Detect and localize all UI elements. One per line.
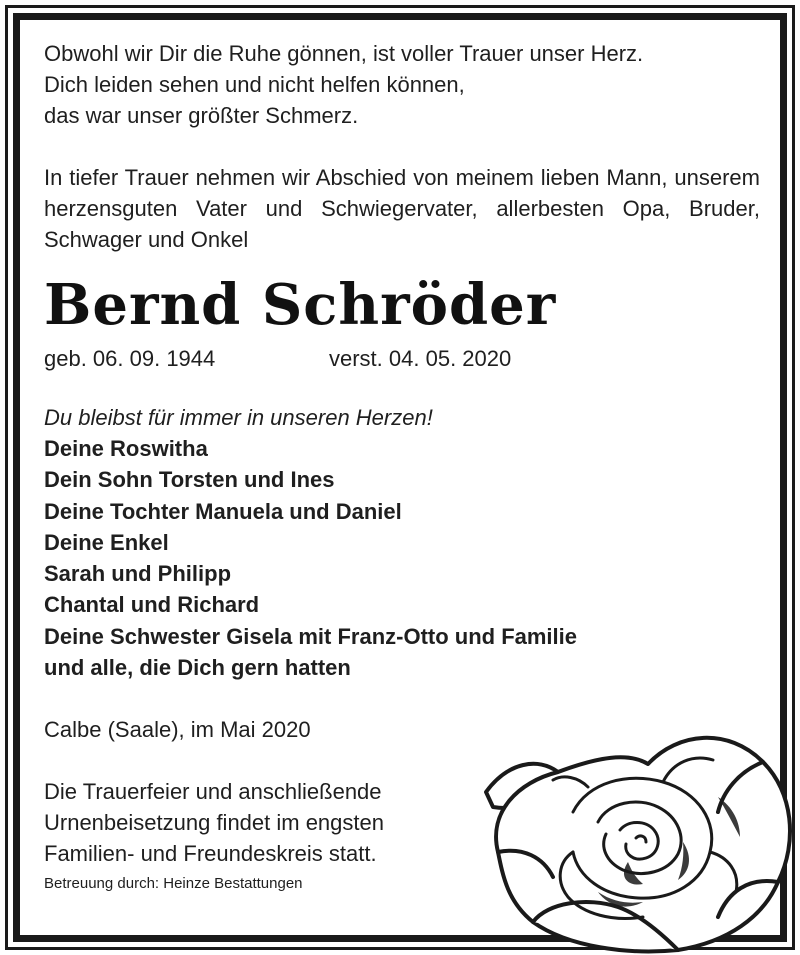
motto: Du bleibst für immer in unseren Herzen! — [44, 405, 433, 430]
life-dates — [44, 343, 760, 374]
mourner-line: und alle, die Dich gern hatten — [44, 655, 351, 681]
mourner-line: Sarah und Philipp — [44, 561, 232, 587]
place-date: Calbe (Saale), im Mai 2020 — [44, 717, 311, 743]
mourners-list — [44, 433, 760, 683]
mourner-line: Dein Sohn Torsten und Ines — [44, 467, 335, 493]
mourner-line: Deine Tochter Manuela und Daniel — [44, 498, 402, 524]
ceremony-line: Die Trauerfeier und anschließende — [44, 779, 382, 805]
death-date: verst. 04. 05. 2020 — [329, 346, 512, 371]
verse-line: Obwohl wir Dir die Ruhe gönnen, ist voller Trauer unser Herz. — [44, 41, 644, 66]
deceased-name: Bernd Schröder — [44, 272, 557, 338]
undertaker-credit: Betreuung durch: Heinze Bestattungen — [44, 875, 303, 893]
verse — [44, 38, 760, 131]
mourner-line: Deine Roswitha — [44, 436, 208, 461]
rose-illustration — [478, 702, 800, 955]
verse-line: das war unser größter Schmerz. — [44, 103, 359, 128]
ceremony-line: Familien- und Freundeskreis statt. — [44, 841, 377, 867]
intro-text: In tiefer Trauer nehmen wir Abschied von meinem lieben Mann, unserem herzensguten Vater und Schwiegervater, allerbesten Opa, Bruder, Schwager und Onkel — [44, 165, 760, 252]
ceremony-line: Urnenbeisetzung findet im engsten — [44, 810, 384, 836]
birth-date: geb. 06. 09. 1944 — [44, 346, 216, 371]
mourner-line: Deine Schwester Gisela mit Franz-Otto und Familie — [44, 623, 578, 649]
mourner-line: Deine Enkel — [44, 529, 169, 555]
verse-line: Dich leiden sehen und nicht helfen können, — [44, 72, 465, 97]
mourner-line: Chantal und Richard — [44, 592, 260, 618]
